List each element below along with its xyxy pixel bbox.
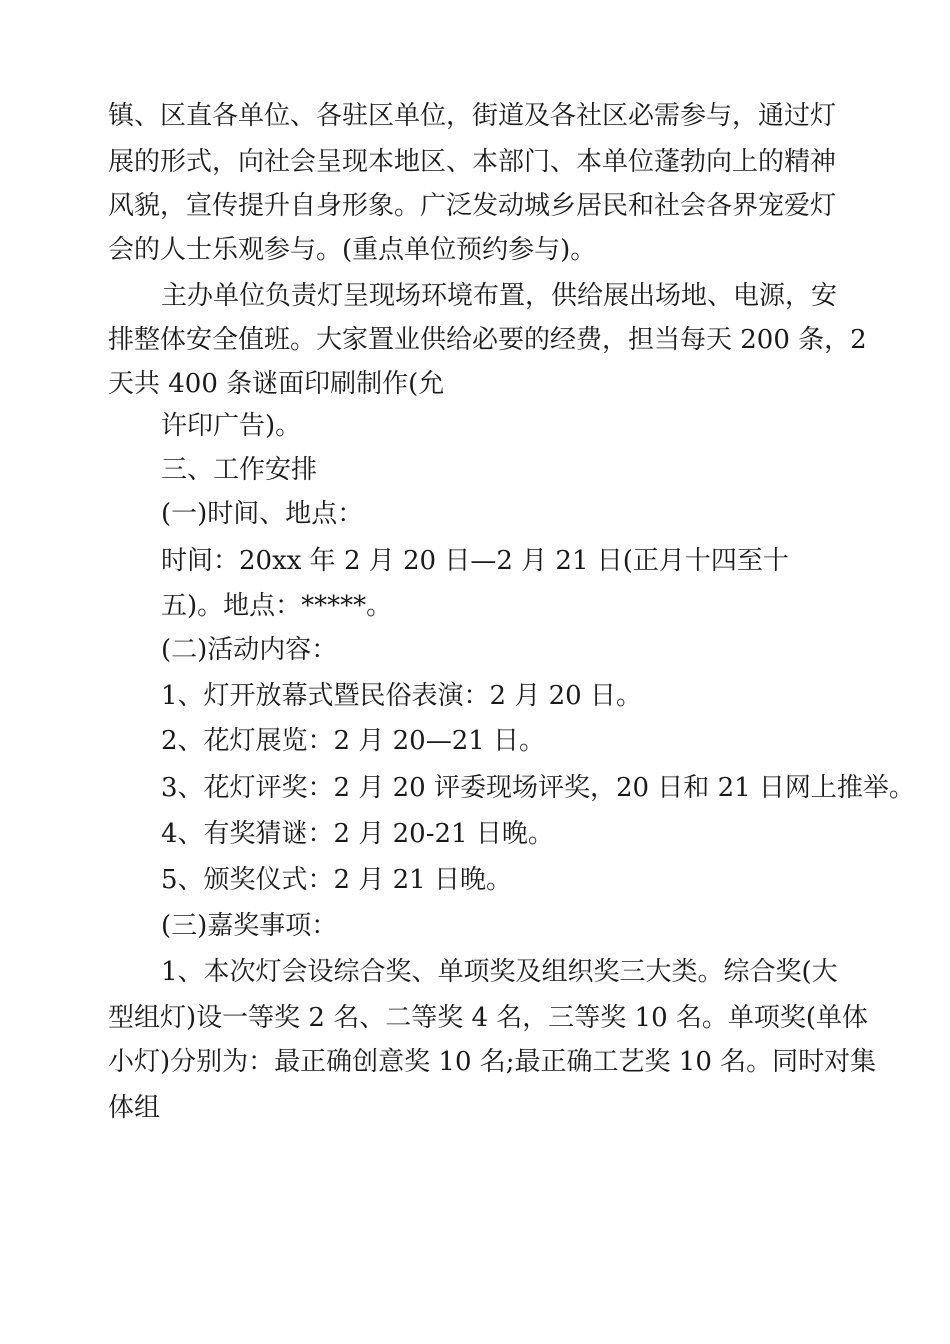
paragraph-line: 许印广告)。 [161, 411, 302, 441]
list-item: 4、有奖猜谜：2 月 20-21 日晚。 [161, 819, 554, 849]
list-item: 1、灯开放幕式暨民俗表演：2 月 20 日。 [161, 681, 642, 711]
paragraph-line: 时间：20xx 年 2 月 20 日—2 月 21 日(正月十四至十 [161, 546, 789, 576]
paragraph-line: 1、本次灯会设综合奖、单项奖及组织奖三大类。综合奖(大 [161, 957, 838, 987]
list-item: 2、花灯展览：2 月 20—21 日。 [161, 726, 546, 756]
paragraph-line: 型组灯)设一等奖 2 名、二等奖 4 名，三等奖 10 名。单项奖(单体 [108, 1003, 869, 1033]
paragraph-line: 镇、区直各单位、各驻区单位，街道及各社区必需参与，通过灯 [108, 101, 837, 131]
paragraph-line: 风貌，宣传提升自身形象。广泛发动城乡居民和社会各界宠爱灯 [108, 191, 837, 221]
paragraph-line: 排整体安全值班。大家置业供给必要的经费，担当每天 200 条，2 [108, 325, 867, 355]
paragraph-line: 小灯)分别为：最正确创意奖 10 名;最正确工艺奖 10 名。同时对集 [108, 1047, 877, 1077]
list-item: 3、花灯评奖：2 月 20 评委现场评奖，20 日和 21 日网上推举。 [161, 773, 915, 803]
paragraph-line: 会的人士乐观参与。(重点单位预约参与)。 [108, 235, 597, 265]
paragraph-line: 展的形式，向社会呈现本地区、本部门、本单位蓬勃向上的精神 [108, 147, 837, 177]
list-item: 5、颁奖仪式：2 月 21 日晚。 [161, 865, 512, 895]
paragraph-line: 主办单位负责灯呈现场环境布置，供给展出场地、电源，安 [161, 281, 838, 311]
subsection-title: (一)时间、地点： [161, 499, 364, 529]
paragraph-line: 五)。地点：*****。 [161, 591, 393, 621]
subsection-title: (二)活动内容： [161, 635, 338, 665]
section-title: 三、工作安排 [161, 455, 318, 485]
paragraph-line: 体组 [108, 1093, 161, 1123]
paragraph-line: 天共 400 条谜面印刷制作(允 [108, 369, 445, 399]
subsection-title: (三)嘉奖事项： [161, 911, 338, 941]
